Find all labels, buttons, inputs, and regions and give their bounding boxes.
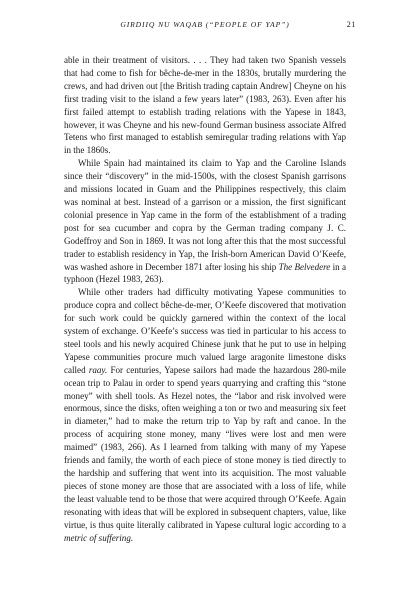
paragraph-text: For centuries, Yapese sailors had made the hazardous 280-mile ocean trip to Palau in order to spend years quarrying and crafting this “stone money” with shell tools. As Hezel notes, the “labor and risk involved were enormous, since the disks, often weighing a ton or two and measuring six feet in diameter,” had to make the return trip to Yap by raft and canoe. In the process of acquiring stone money, many “lives were lost and men were maimed” (1983, 266). As I learned from talking with many of my Yapese friends and family, the worth of each piece of stone money is tied directly to the hardship and suffering that went into its acquisition. The most valuable pieces of stone money are those that are associated with a loss of life, while the least valuable tend to be those that were acquired through O’Keefe. Again resonating with ideas that will be explored in subsequent chapters, value, like virtue, is thus quite literally calibrated in Yapese cultural logic according to a (64, 364, 347, 530)
running-head (64, 18, 356, 32)
term-italic: metric of suffering. (64, 532, 134, 543)
paragraph-text: able in their treatment of visitors. . . . They had taken two Spanish vessels that had come to fish for bêche-de-mer in the 1830s, brutally murdering the crews, and had driven out [the British trading captain Andrew] Cheyne on his first trading visit to the island a few years later” (1983, 263). Even after his first failed attempt to establish trading relations with the Yapese in 1843, however, it was Cheyne and his new-found German business associate Alfred Tetens who first managed to establish semiregular trading relations with Yap in the 1860s. (64, 55, 346, 156)
paragraph-text: in a typhoon (Hezel 1983, 263). (64, 261, 346, 285)
paragraph (64, 286, 346, 544)
paragraph (64, 54, 346, 157)
running-head-title: GIRDIIQ NU WAQAB (“PEOPLE OF YAP”) (120, 20, 290, 29)
book-page (64, 18, 356, 544)
body-text (64, 54, 346, 544)
paragraph-text: While other traders had difficulty motivating Yapese communities to produce copra and collect bêche-de-mer, O’Keefe discovered that motivation for such work could be quickly garnered within the context of the local system of exchange. O’Keefe’s success was tied in particular to his access to steel tools and his newly acquired Chinese junk that he put to use in helping Yapese communities procure much valued large aragonite limestone disks called (64, 287, 346, 375)
paragraph (64, 157, 346, 286)
page-number: 21 (346, 20, 356, 29)
term-italic: raay. (88, 364, 108, 375)
ship-name-italic: The Belvedere (278, 261, 331, 272)
paragraph-text: While Spain had maintained its claim to Yap and the Caroline Islands since their “discovery” in the mid-1500s, with the closest Spanish garrisons and missions located in Guam and the Philippines respectively, this claim was nominal at best. Instead of a garrison or a mission, the first significant colonial presence in Yap came in the form of the establishment of a trading post for sea cucumber and copra by the German trading company J. C. Godeffroy and Son in 1869. It was not long after this that the most successful trader to establish residency in Yap, the Irish-born American David O’Keefe, was washed ashore in December 1871 after losing his ship (64, 158, 346, 272)
